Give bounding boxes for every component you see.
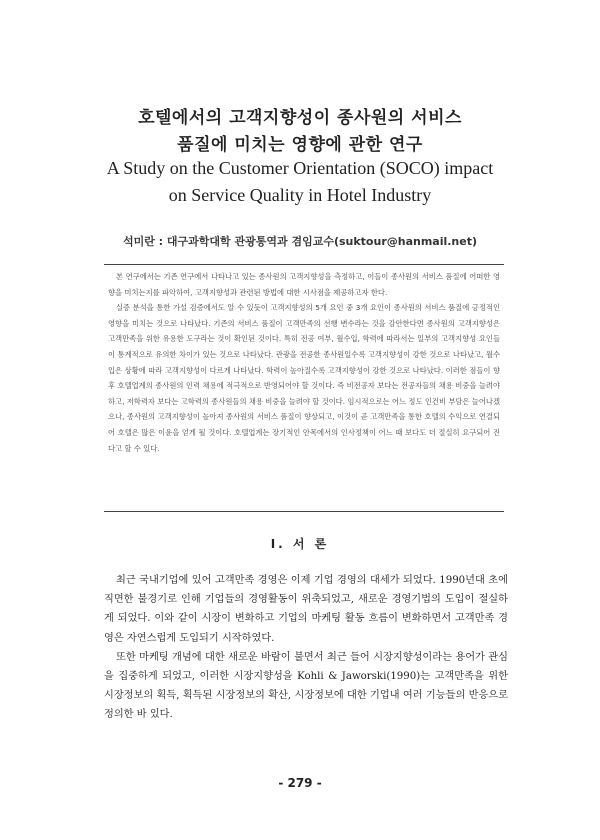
english-title-line-1: A Study on the Customer Orientation (SOCO) impact <box>106 158 494 178</box>
body-text <box>104 571 508 725</box>
body-paragraph: 최근 국내기업에 있어 고객만족 경영은 이제 기업 경영의 대세가 되었다. 1990년대 초에 직면한 불경기로 인해 기업들의 경영활동이 위축되었고, 새로운 경영기법의 도입이 절실하게 되었다. 이와 같이 시장이 변화하고 기업의 마케팅 활동 흐름이 변화하면서 고객만족 경영은 자연스럽게 도입되기 시작하였다. <box>104 575 508 644</box>
abstract-box <box>104 264 504 512</box>
section-heading: I. 서 론 <box>270 537 330 551</box>
korean-title-line-2: 품질에 미치는 영향에 관한 연구 <box>177 135 423 155</box>
body-paragraph: 또한 마케팅 개념에 대한 새로운 바람이 불면서 최근 들어 시장지향성이라는 용어가 관심을 집중하게 되었고, 이러한 시장지향성을 Kohli & Jaworski(1990)는 고객만족을 위한 시장정보의 획득, 획득된 시장정보의 확산, 시장정보에 대한 기업내 여러 기능들의 반응으로 정의한 바 있다. <box>104 651 508 721</box>
korean-title-line-1: 호텔에서의 고객지향성이 종사원의 서비스 <box>138 108 462 128</box>
page-number: - 279 - <box>278 776 322 790</box>
english-title-line-2: on Service Quality in Hotel Industry <box>168 185 432 205</box>
abstract-paragraph: 실증 분석을 통한 가설 검증에서도 알 수 있듯이 고객지향성의 5개 요인 중 3개 요인이 종사원의 서비스 품질에 긍정적인 영향을 미치는 것으로 나타났다. 기존의 서비스 품질이 고객만족의 선행 변수라는 것을 감안한다면 종사원의 고객지향성은 고객만족을 위한 유용한 도구라는 것이 확인된 것이다. 특히 전공 여부, 월수입, 학력에 따라서는 일부의 고객지향성 요인들이 통계적으로 유의한 차이가 있는 것으로 나타났다. 관광을 전공한 종사원일수록 고객지향성이 강한 것으로 나타났고, 월수입은 상황에 따라 고객지향성이 다르게 나타났다. 학력이 높아질수록 고객지향성이 강한 것으로 나타났다. 이러한 점들이 향후 호텔업계의 종사원의 인력 채용에 적극적으로 반영되어야 할 것이다. 즉 비전공자 보다는 전공자들의 채용 비중을 늘려야 하고, 저학력자 보다는 고학력의 종사원들의 채용 비중을 늘려야 할 것이다. 임시적으로는 어느 정도 인건비 부담은 늘어나겠으나, 종사원의 고객지향성이 높아져 종사원의 서비스 품질이 향상되고, 이것이 곧 고객만족을 통한 호텔의 수익으로 연결되어 호텔은 많은 이윤을 얻게 될 것이다. 호텔업계는 장기적인 안목에서의 인사정책이 어느 때 보다도 더 절실히 요구되어 진다고 할 수 있다. <box>108 303 500 453</box>
abstract-paragraph: 본 연구에서는 기존 연구에서 나타나고 있는 종사원의 고객지향성을 측정하고, 이들이 종사원의 서비스 품질에 어떠한 영향을 미치는지를 파악하여, 고객지향성과 관련된 방법에 대한 시사점을 제공하고자 한다. <box>108 272 500 297</box>
author-affiliation: 석미란 : 대구과학대학 관광통역과 겸임교수(suktour@hanmail.net) <box>122 235 478 248</box>
